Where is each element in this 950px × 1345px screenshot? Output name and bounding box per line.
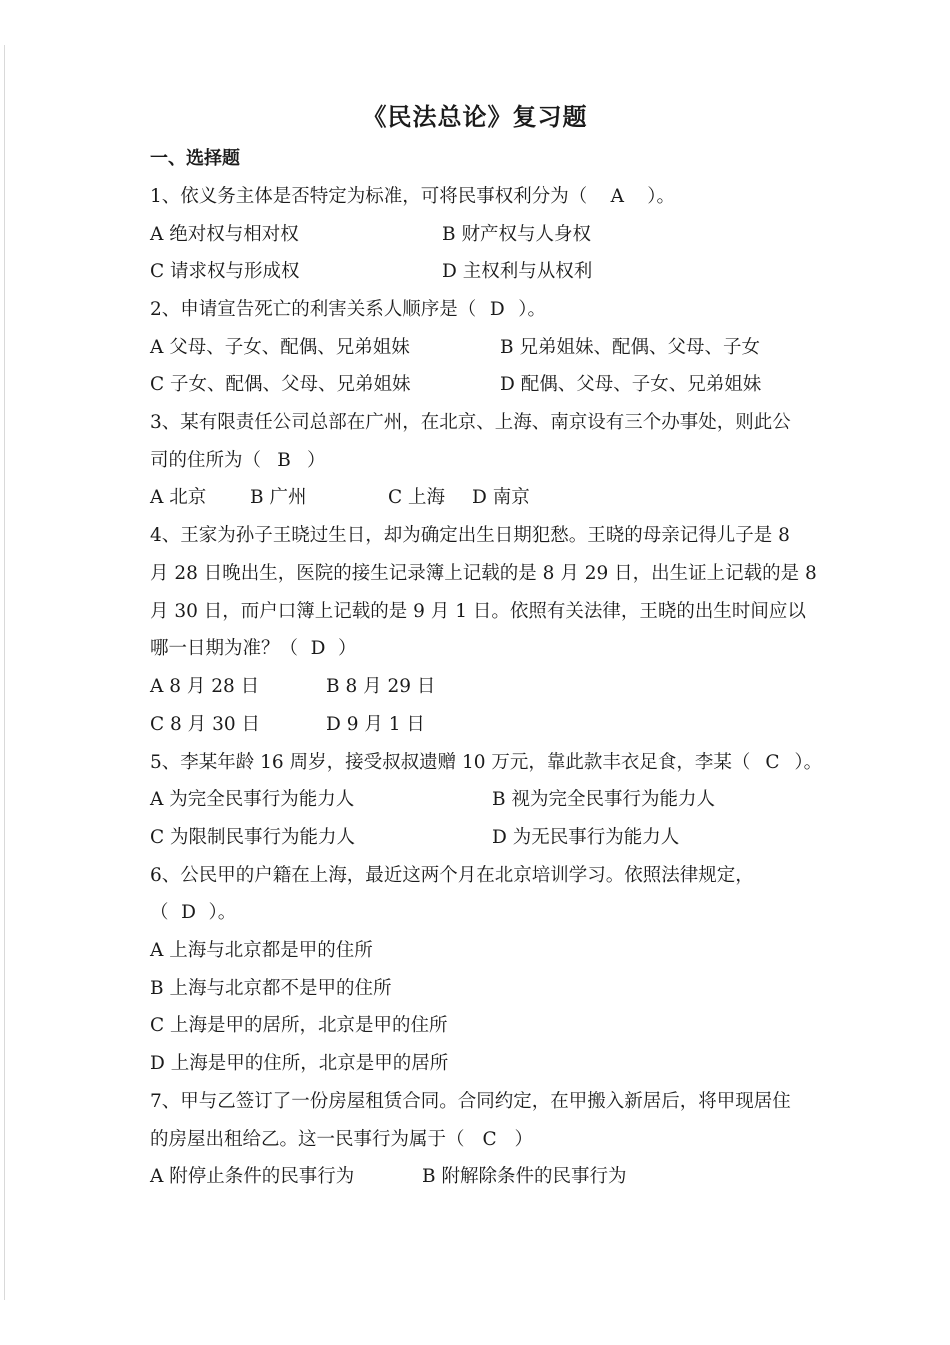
question-1-close: ）。	[647, 186, 676, 207]
question-5-option-c: C 为限制民事行为能力人	[150, 827, 356, 848]
question-7-line-1: 7、甲与乙签订了一份房屋租赁合同。合同约定，在甲搬入新居后，将甲现居住	[150, 1091, 791, 1112]
question-6-answer: D	[181, 902, 196, 923]
question-4-option-a: A 8 月 28 日	[150, 676, 260, 697]
question-3-text: 司的住所为（	[150, 450, 262, 471]
question-5-text: 5、李某年龄 16 周岁，接受叔叔遗赠 10 万元，靠此款丰衣足食，李某（	[150, 752, 751, 773]
question-4-close: ）	[338, 638, 357, 659]
question-7-text: 的房屋出租给乙。这一民事行为属于（	[150, 1129, 465, 1150]
question-3-option-b: B 广州	[250, 487, 307, 508]
question-2-option-b: B 兄弟姐妹、配偶、父母、子女	[500, 337, 760, 358]
question-1-option-d: D 主权利与从权利	[442, 261, 593, 282]
question-3-option-a: A 北京	[150, 487, 207, 508]
question-1	[150, 185, 675, 209]
question-5-answer: C	[765, 752, 780, 773]
question-4-option-d: D 9 月 1 日	[326, 714, 425, 735]
question-2-option-c: C 子女、配偶、父母、兄弟姐妹	[150, 374, 411, 395]
question-5-close: ）。	[794, 752, 823, 773]
question-6-option-a: A 上海与北京都是甲的住所	[150, 940, 373, 961]
page-title: 《民法总论》复习题	[362, 102, 588, 131]
question-4-option-c: C 8 月 30 日	[150, 714, 260, 735]
question-4-answer: D	[310, 638, 326, 659]
question-4-option-b: B 8 月 29 日	[326, 676, 436, 697]
question-6-line-2	[150, 901, 236, 925]
question-3-answer: B	[277, 450, 291, 471]
question-7-answer: C	[482, 1129, 497, 1150]
question-1-answer: A	[610, 186, 624, 207]
question-3-line-1: 3、某有限责任公司总部在广州，在北京、上海、南京设有三个办事处，则此公	[150, 412, 791, 433]
question-5	[150, 751, 822, 775]
question-6-option-b: B 上海与北京都不是甲的住所	[150, 978, 392, 999]
question-6-close: ）。	[208, 902, 237, 923]
question-6-open: （	[150, 902, 169, 923]
question-4-line-2: 月 28 日晚出生，医院的接生记录簿上记载的是 8 月 29 日，出生证上记载的是 8	[150, 563, 817, 584]
question-3-line-2	[150, 449, 326, 473]
section-heading: 一、选择题	[150, 148, 240, 169]
question-6-option-d: D 上海是甲的住所，北京是甲的居所	[150, 1053, 449, 1074]
question-1-option-b: B 财产权与人身权	[442, 224, 591, 245]
question-7-line-2	[150, 1128, 533, 1152]
question-1-option-c: C 请求权与形成权	[150, 261, 300, 282]
question-6-option-c: C 上海是甲的居所，北京是甲的住所	[150, 1015, 448, 1036]
question-1-text: 1、依义务主体是否特定为标准，可将民事权利分为（	[150, 186, 588, 207]
question-3-option-d: D 南京	[472, 487, 530, 508]
question-7-option-a: A 附停止条件的民事行为	[150, 1166, 355, 1187]
question-2	[150, 298, 546, 322]
question-2-close: ）。	[518, 299, 547, 320]
question-4-line-1: 4、王家为孙子王晓过生日，却为确定出生日期犯愁。王晓的母亲记得儿子是 8	[150, 525, 790, 546]
question-2-answer: D	[489, 299, 505, 320]
question-4-line-3: 月 30 日，而户口簿上记载的是 9 月 1 日。依照有关法律，王晓的出生时间应以	[150, 601, 806, 622]
question-7-option-b: B 附解除条件的民事行为	[422, 1166, 627, 1187]
question-2-option-a: A 父母、子女、配偶、兄弟姐妹	[150, 337, 410, 358]
question-4-line-4	[150, 637, 357, 661]
question-3-option-c: C 上海	[388, 487, 446, 508]
question-2-text: 2、申请宣告死亡的利害关系人顺序是（	[150, 299, 477, 320]
question-3-close: ）	[307, 450, 326, 471]
question-6-line-1: 6、公民甲的户籍在上海，最近这两个月在北京培训学习。依照法律规定，	[150, 865, 754, 886]
question-4-text: 哪一日期为准？（	[150, 638, 299, 659]
question-5-option-a: A 为完全民事行为能力人	[150, 789, 355, 810]
question-5-option-b: B 视为完全民事行为能力人	[492, 789, 715, 810]
question-1-option-a: A 绝对权与相对权	[150, 224, 299, 245]
question-2-option-d: D 配偶、父母、子女、兄弟姐妹	[500, 374, 762, 395]
question-5-option-d: D 为无民事行为能力人	[492, 827, 680, 848]
question-7-close: ）	[514, 1129, 534, 1150]
